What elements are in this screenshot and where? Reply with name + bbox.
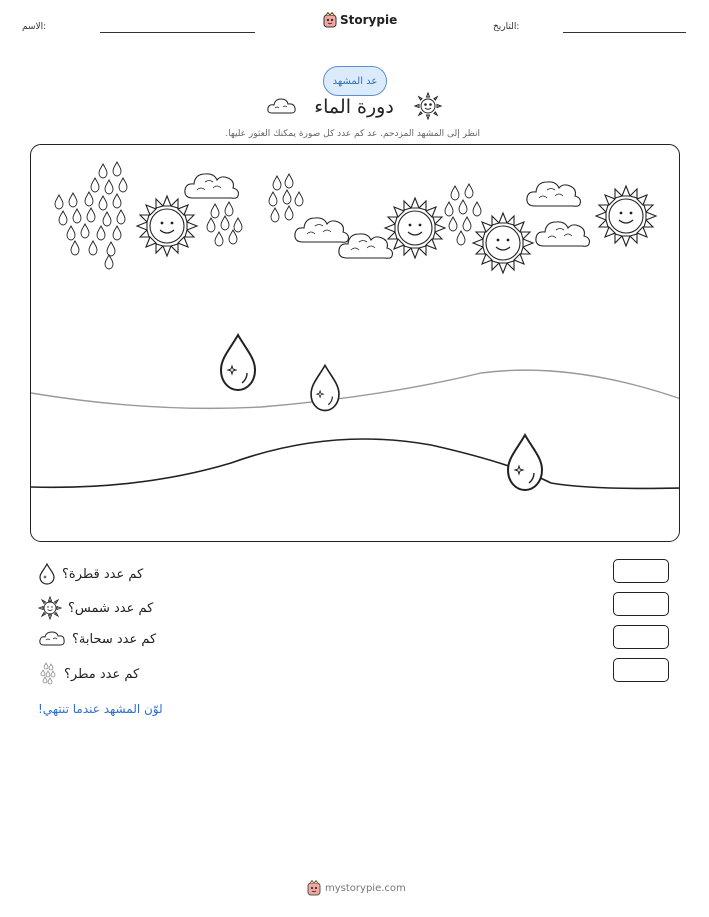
question-text: كم عدد شمس؟: [68, 600, 154, 616]
cloud-1: [185, 174, 239, 198]
page-title: دورة الماء: [314, 96, 394, 118]
storypie-mascot-icon: [323, 12, 337, 28]
answer-box-droplet[interactable]: [613, 559, 669, 583]
sun-3: [473, 213, 533, 273]
title-cloud-icon: [266, 96, 298, 116]
answer-box-rain[interactable]: [613, 658, 669, 682]
coloring-note: لوّن المشهد عندما تنتهي!: [38, 702, 163, 716]
rain-cluster: [269, 174, 303, 222]
rain-cluster: [445, 184, 481, 245]
website-footer: [307, 880, 406, 896]
sun-2: [385, 198, 445, 258]
question-row-rain: [38, 662, 139, 686]
title-sun-icon: [413, 91, 443, 121]
back-hill-line: [31, 370, 680, 408]
cloud-4: [527, 182, 581, 206]
rain-cluster: [55, 162, 127, 269]
sun-1: [137, 196, 197, 256]
front-hill-line: [31, 439, 680, 488]
answer-box-sun[interactable]: [613, 592, 669, 616]
cloud-icon: [38, 629, 66, 649]
rain-icon: [38, 662, 58, 686]
activity-badge: عد المشهد: [323, 66, 387, 96]
cloud-5: [536, 222, 590, 246]
counting-scene: [30, 144, 680, 542]
question-row-cloud: [38, 629, 156, 649]
droplet-1: [221, 335, 255, 390]
cloud-2: [295, 218, 349, 242]
rain-cluster: [207, 202, 242, 246]
sun-icon: [38, 596, 62, 620]
question-row-sun: [38, 596, 153, 620]
date-label: التاريخ:: [493, 22, 520, 32]
name-label: الاسم:: [22, 22, 47, 32]
question-row-droplet: [38, 563, 143, 585]
instructions-text: انظر إلى المشهد المزدحم. عد كم عدد كل صورة يمكنك العثور عليها.: [225, 129, 480, 139]
date-field[interactable]: [563, 32, 686, 33]
scene-illustration: [31, 145, 680, 542]
sun-4: [596, 186, 656, 246]
question-text: كم عدد قطرة؟: [62, 566, 144, 582]
website-url: mystorypie.com: [325, 882, 406, 894]
question-text: كم عدد مطر؟: [64, 666, 140, 682]
question-text: كم عدد سحابة؟: [72, 631, 157, 647]
storypie-mascot-icon: [307, 880, 321, 896]
answer-box-cloud[interactable]: [613, 625, 669, 649]
droplet-2: [311, 365, 339, 410]
storypie-logo: [323, 12, 397, 28]
name-field[interactable]: [100, 32, 255, 33]
brand-name: Storypie: [340, 13, 398, 27]
droplet-icon: [38, 563, 56, 585]
droplet-3: [508, 435, 542, 490]
